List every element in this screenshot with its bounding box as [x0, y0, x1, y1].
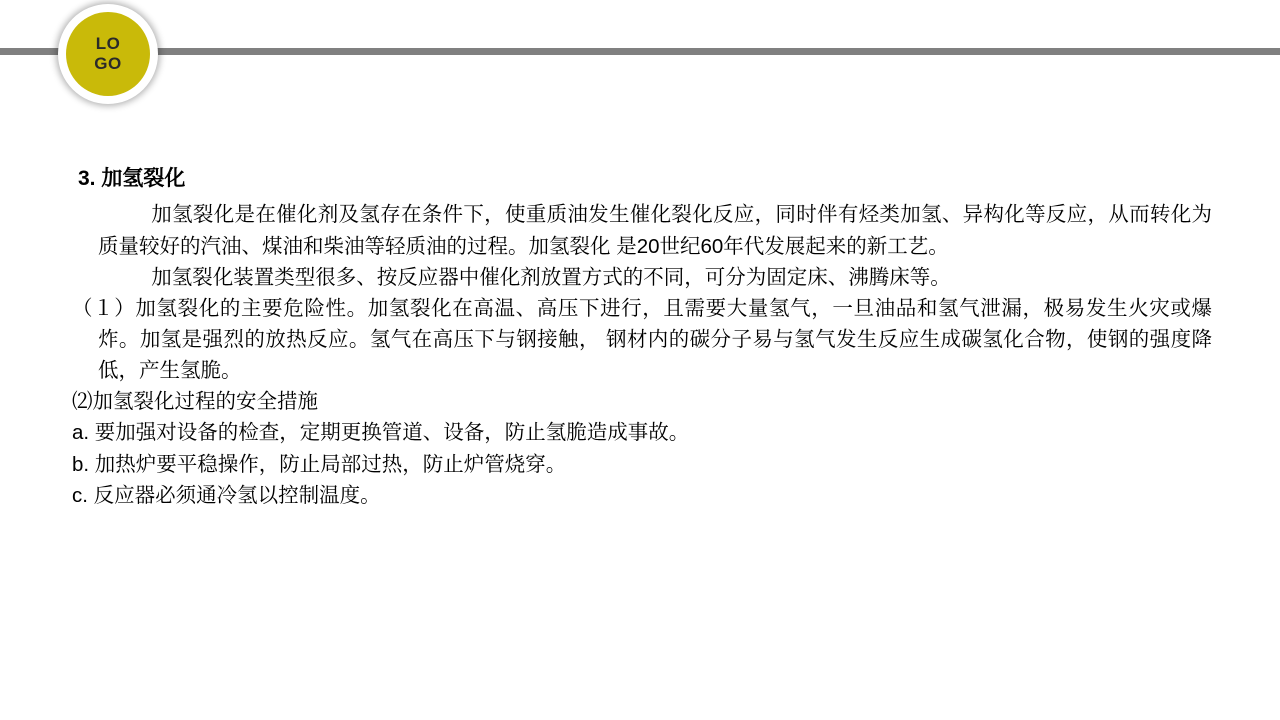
logo-text-line1: LO	[95, 34, 121, 54]
header-divider-rule	[0, 48, 1280, 55]
paragraph-hydrocracking-definition: 加氢裂化是在催化剂及氢存在条件下，使重质油发生催化裂化反应，同时伴有烃类加氢、异构化等反应，从而转化为质量较好的汽油、煤油和柴油等轻质油的过程。加氢裂化 是20世纪60年代发展起来的新工艺。	[98, 203, 1212, 258]
list-item-measure-c: c. 反应器必须通冷氢以控制温度。	[72, 483, 381, 507]
paragraph-device-types: 加氢裂化装置类型很多、按反应器中催化剂放置方式的不同，可分为固定床、沸腾床等。	[151, 265, 951, 289]
logo-badge	[58, 4, 158, 104]
logo-text-line2: GO	[94, 54, 122, 73]
slide-body	[72, 164, 1212, 511]
paragraph-main-hazards: （１）加氢裂化的主要危险性。加氢裂化在高温、高压下进行，且需要大量氢气，一旦油品和氢气泄漏，极易发生火灾或爆炸。加氢是强烈的放热反应。氢气在高压下与钢接触， 钢材内的碳分子易与氢气发生反应生成碳氢化合物，使钢的强度降低，产生氢脆。	[72, 296, 1212, 383]
list-item-measure-b: b. 加热炉要平稳操作，防止局部过热，防止炉管烧穿。	[72, 452, 567, 476]
list-item-measure-a: a. 要加强对设备的检查，定期更换管道、设备，防止氢脆造成事故。	[72, 421, 690, 445]
paragraph-safety-measures-title: ⑵加氢裂化过程的安全措施	[72, 390, 318, 414]
logo-disc	[66, 12, 150, 96]
section-heading: 3. 加氢裂化	[78, 167, 186, 190]
